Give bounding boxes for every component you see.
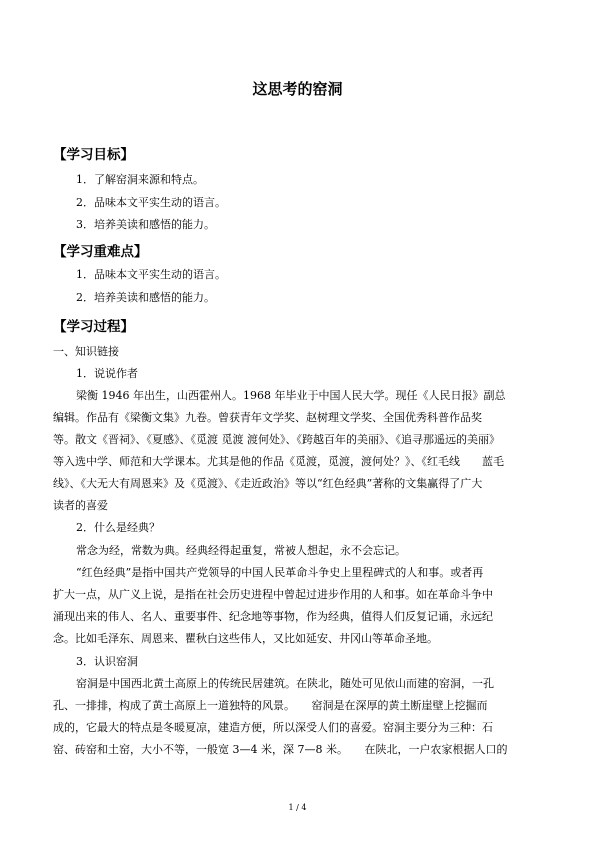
key-point-item: 2．培养美读和感悟的能力。 <box>76 291 215 304</box>
paragraph-line: 涌现出来的伟人、名人、重要事件、纪念地等事物，作为经典，值得人们反复记诵，永远纪 <box>53 610 493 623</box>
process-heading: 【学习过程】 <box>53 319 134 335</box>
section-knowledge-link: 一、知识链接 <box>53 345 119 358</box>
paragraph-line: 编辑。作品有《梁衡文集》九卷。曾获青年文学奖、赵树理文学奖、全国优秀科普作品奖 <box>53 411 482 424</box>
key-points-heading: 【学习重难点】 <box>53 244 148 260</box>
goals-heading: 【学习目标】 <box>53 147 134 163</box>
subsection-cave: 3．认识窑洞 <box>76 655 138 668</box>
paragraph-line: 窑洞是中国西北黄土高原上的传统民居建筑。在陕北，随处可见依山而建的窑洞，一孔 <box>76 677 494 690</box>
paragraph-line: 线》、《大无大有周恩来》及《觅渡》、《走近政治》等以“红色经典”著称的文集赢得了广大 <box>53 477 483 490</box>
subsection-author: 1．说说作者 <box>76 367 138 380</box>
paragraph-line: 扩大一点，从广义上说，是指在社会历史进程中曾起过进步作用的人和事。如在革命斗争中 <box>53 588 493 601</box>
goal-item: 2．品味本文平实生动的语言。 <box>76 196 226 209</box>
paragraph-line: “红色经典”是指中国共产党领导的中国人民革命斗争史上里程碑式的人和事。或者再 <box>76 566 484 579</box>
paragraph-line: 孔、一排排，构成了黄土高原上一道独特的风景。 窑洞是在深厚的黄土断崖壁上挖掘而 <box>53 699 488 712</box>
paragraph-line: 成的，它最大的特点是冬暖夏凉，建造方便，所以深受人们的喜爱。窑洞主要分为三种：石 <box>53 721 493 734</box>
paragraph-line: 读者的喜爱 <box>53 499 108 512</box>
page-number: 1 / 4 <box>288 803 307 812</box>
paragraph-line: 等入选中学、师范和大学课本。尤其是他的作品《觅渡，觅渡，渡何处？》、《红毛线 蓝毛 <box>53 455 504 468</box>
paragraph-line: 念。比如毛泽东、周恩来、瞿秋白这些伟人，又比如延安、井冈山等革命圣地。 <box>53 632 438 645</box>
paragraph-line: 常念为经，常数为典。经典经得起重复，常被人想起，永不会忘记。 <box>76 544 406 557</box>
key-point-item: 1．品味本文平实生动的语言。 <box>76 268 226 281</box>
paragraph-line: 梁衡 1946 年出生，山西霍州人。1968 年毕业于中国人民大学。现任《人民日报》副总 <box>76 389 506 402</box>
goal-item: 1．了解窑洞来源和特点。 <box>76 173 204 186</box>
paragraph-line: 窑、砖窑和土窑，大小不等，一般宽 3—4 米，深 7—8 米。 在陕北，一户农家根据人口的 <box>53 743 508 756</box>
paragraph-line: 等。散文《晋祠》、《夏感》、《觅渡 觅渡 渡何处》、《跨越百年的美丽》、《追寻那遥远的美丽》 <box>53 433 500 446</box>
goal-item: 3．培养美读和感悟的能力。 <box>76 218 215 231</box>
document-title: 这思考的窑洞 <box>252 80 343 98</box>
subsection-classic: 2．什么是经典？ <box>76 521 160 534</box>
